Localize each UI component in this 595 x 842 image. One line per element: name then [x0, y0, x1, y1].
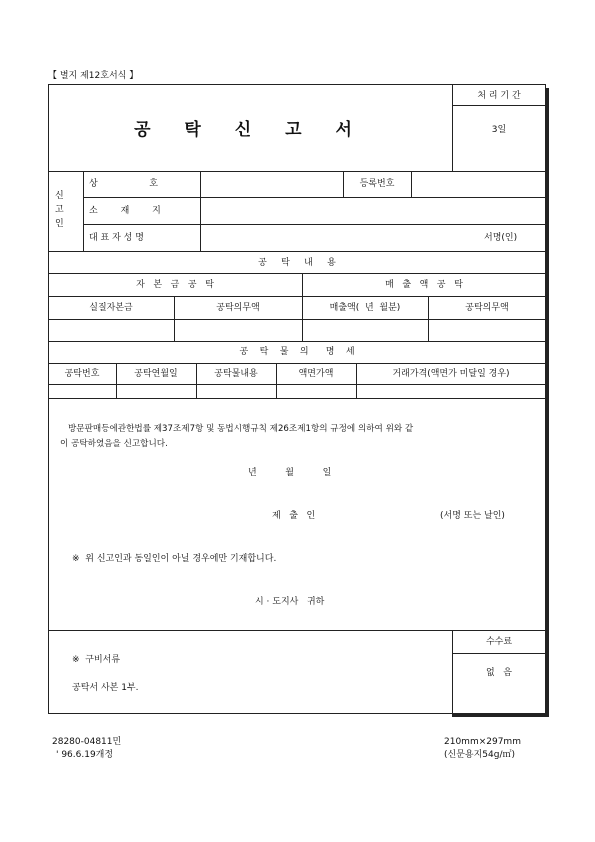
paper-size: 210mm×297mm	[444, 737, 521, 747]
revision-date: ' 96.6.19개정	[56, 750, 114, 760]
col-sales-amount: 매출액( 년 월분)	[329, 303, 401, 313]
deposit-content-heading: 공 탁 내 용	[258, 258, 336, 268]
reporter-side-label-3: 인	[55, 219, 64, 229]
form-number: 【 별지 제12호서식 】	[48, 71, 139, 81]
rep-name-label: 대 표 자 성 명	[89, 233, 144, 243]
reporter-side-label-1: 신	[55, 191, 64, 201]
addressee: 시 · 도지사 귀하	[255, 597, 325, 607]
fee-label: 수수료	[485, 637, 513, 647]
col-deposit-no: 공탁번호	[64, 369, 100, 379]
location-field[interactable]	[205, 199, 543, 223]
reg-no-label: 등록번호	[359, 179, 395, 189]
trade-name-field[interactable]	[205, 172, 341, 196]
col-trade-price: 거래가격(액면가 미달일 경우)	[392, 369, 510, 379]
submitter-label: 제 출 인	[272, 511, 316, 521]
submitter-sign: (서명 또는 날인)	[440, 511, 505, 521]
reg-no-field[interactable]	[413, 172, 543, 196]
capital-deposit-heading: 자 본 금 공 탁	[136, 280, 214, 290]
reporter-side-label-2: 고	[55, 205, 64, 215]
col-obligation-capital: 공탁의무액	[216, 303, 260, 313]
form-shadow-bottom	[452, 714, 549, 717]
trade-name-label: 상 호	[89, 179, 158, 189]
col-paid-capital: 실질자본금	[89, 303, 133, 313]
location-label: 소 재 지	[89, 206, 161, 216]
processing-period-label: 처 리 기 간	[477, 91, 521, 101]
col-face-value: 액면가액	[298, 369, 334, 379]
processing-period-value: 3일	[491, 125, 507, 135]
statement-line-1: 방문판매등에관한법률 제37조제7항 및 동법시행규칙 제26조제1항의 규정에 의하여 위와 같	[68, 424, 414, 434]
form-code: 28280-04811민	[52, 737, 122, 747]
deposit-items-heading: 공 탁 물 의 명 세	[239, 347, 355, 357]
col-deposit-contents: 공탁물내용	[214, 369, 258, 379]
required-docs-item: 공탁서 사본 1부.	[72, 683, 139, 693]
paper-type: (신문용지54g/㎡)	[444, 750, 515, 760]
col-deposit-date: 공탁연월일	[134, 369, 178, 379]
required-docs-label: ※ 구비서류	[72, 655, 121, 665]
page-title: 공 탁 신 고 서	[134, 120, 366, 140]
signature-label: 서명(인)	[484, 233, 518, 243]
form-shadow-right	[546, 88, 549, 717]
fee-value: 없 음	[486, 668, 512, 678]
note: ※ 위 신고인과 동일인이 아닐 경우에만 기재합니다.	[72, 554, 277, 564]
statement-line-2: 이 공탁하였음을 신고합니다.	[60, 439, 168, 449]
date-line: 년 월 일	[248, 468, 332, 478]
sales-deposit-heading: 매 출 액 공 탁	[385, 280, 463, 290]
col-obligation-sales: 공탁의무액	[465, 303, 509, 313]
